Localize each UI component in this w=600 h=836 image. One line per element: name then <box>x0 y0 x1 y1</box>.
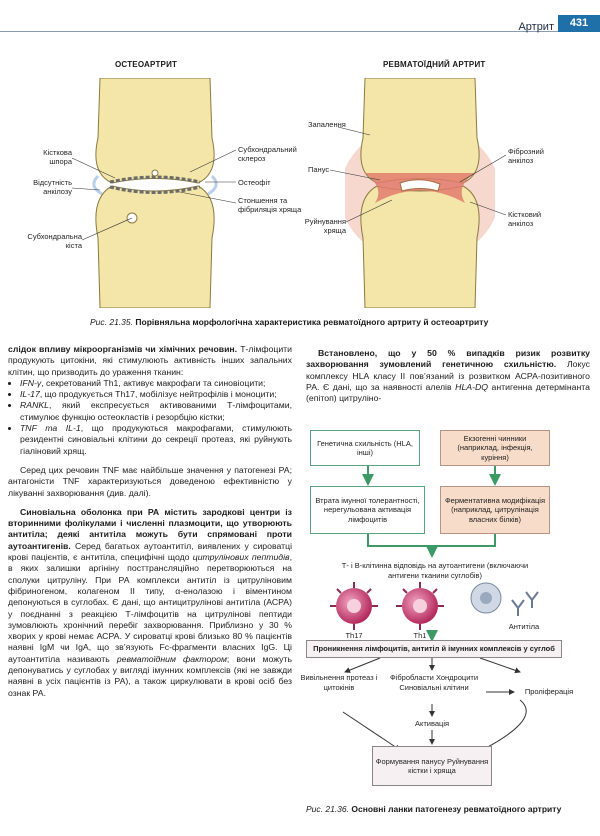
label-no-ankylosis: Відсутність анкілозу <box>33 178 72 196</box>
cytokine-term: IL-17 <box>20 389 40 400</box>
right-p1-body-2: антигенна детермінанта (епітоп) цитруліно- <box>306 381 591 404</box>
left-p3-term-2: ревматоїдним фактором <box>116 653 227 664</box>
figure-35-text: Порівняльна морфологічна характеристика ревматоїдного артриту й остеоартриту <box>135 317 489 327</box>
activation-text: Активація <box>414 719 450 728</box>
left-p2: Серед цих речовин TNF має найбільше значення у патогенезі РА; антагоністи TNF характеризуються доведеною ефективністю у лікуванні захворювання (див. далі). <box>8 464 292 498</box>
antibody-icon <box>512 592 538 616</box>
rheumatoid-title: РЕВМАТОЇДНИЙ АРТРИТ <box>383 60 486 69</box>
th17-cell-icon <box>330 582 378 630</box>
cytokine-text: , що продукується Th17, мобілізує нейтрофілів і моноцити; <box>39 389 277 400</box>
cytokine-term: TNF та IL-1 <box>20 423 81 434</box>
pannus-formation-box: Формування панусу Руйнування кістки і хряща <box>372 746 492 786</box>
cytokine-term: RANKL <box>20 400 49 411</box>
figure-36-text: Основні ланки патогенезу ревматоїдного артриту <box>351 804 562 814</box>
genetic-predisposition-box: Генетична схильність (HLA, інші) <box>310 430 420 466</box>
proliferation-text: Проліферація <box>524 687 574 696</box>
left-p3-body-1: Серед багатьох аутоантитіл, виявлених у сироватці крові пацієнтів, є антитіла, специфічні щодо <box>8 540 292 563</box>
figure-36-caption <box>306 804 596 814</box>
left-p1-lead: слідок впливу мікроорганізмів чи хімічних речовин. <box>8 344 238 354</box>
joint-infiltration-box: Проникнення лімфоцитів, антитіл й імунних комплексів у суглоб <box>306 640 562 658</box>
autoantigen-response-text: Т- і В-клітинна відповідь на аутоантигени (включаючи антигени тканини суглобів) <box>341 561 529 580</box>
label-inflammation: Запалення <box>308 120 346 129</box>
th1-label: Th1 <box>413 631 427 640</box>
label-destroyed-cartilage: Руйнування хряща <box>304 217 346 235</box>
b-cell-icon <box>471 583 501 613</box>
label-osteophyte: Остеофіт <box>238 178 271 187</box>
left-p3-lead: Синовіальна оболонка при РА містить зародкові центри із вторинними фолікулами і численні плазмоцити, що утворюють антитіла; деякі антитіла можуть бути спрямовані проти аутоантигенів. <box>8 506 292 551</box>
th17-label: Th17 <box>345 631 363 640</box>
immune-tolerance-loss-box: Втрата імунної толерантності, нерегульована активація лімфоцитів <box>310 486 425 534</box>
right-p1-term: HLA-DQ <box>455 381 488 392</box>
label-bone-spur: Кісткова шпора <box>43 148 72 166</box>
chapter-title: Артрит <box>518 21 554 33</box>
protease-release-text: Вивільнення протеаз і цитокінів <box>300 673 378 692</box>
label-subchondral-sclerosis: Субхондральний склероз <box>238 145 297 163</box>
cytokine-text: , що продукуються макрофагами, стимулюють резидентні синовіальні клітини до секреції протеаз, які руйнують гіаліновий хрящ. <box>20 423 292 456</box>
label-bony-ankylosis: Кістковий анкілоз <box>508 210 542 228</box>
page-number: 431 <box>558 15 600 32</box>
cytokine-text: , який експресується активованими Т-лімфоцитами, стимулює функцію остеокластів і резорбцію кістки; <box>20 400 292 422</box>
label-subchondral-cyst: Субхондральна кіста <box>27 232 82 250</box>
antibodies-label: Антитіла <box>508 622 540 631</box>
label-cartilage-thinning: Стоншення та фібриляція хряща <box>238 196 302 214</box>
exogenous-factors-box: Екзогенні чинники (наприклад, інфекція, куріння) <box>440 430 550 466</box>
cytokine-term: IFN-γ <box>20 377 42 388</box>
label-fibrous-ankylosis: Фіброзний анкілоз <box>508 147 544 165</box>
left-p3-body-3: ; вони можуть депонуватись у суглобах у вигляді імунних комплексів (які не завжди наявні в усіх пацієнтів із РА), а також циркулювати в крові осіб без ознак РА. <box>8 653 293 698</box>
th1-cell-icon <box>396 582 444 630</box>
joint-cells-text: Фібробласти Хондроцити Синовіальні клітини <box>389 673 479 692</box>
enzymatic-modification-box: Ферментативна модифікація (наприклад, цитрулінація власних білків) <box>440 486 550 534</box>
label-pannus: Панус <box>308 165 330 174</box>
right-p1-lead: Встановлено, що у 50 % випадків ризик розвитку захворювання зумовлений генетичною схильністю. <box>306 348 590 370</box>
figure-36-number: Рис. 21.36. <box>306 804 350 814</box>
left-p3-body-2: , в яких залишки аргініну посттрансляційно перетворюються на сполуки цитруліну. При РА комплекси антитіл із цитруліновим фібриногеном, колагеном II типу, α-енолазою і віментином депонуються в суглобах. Є дані, що антицитрулінові антитіла (АСРА) у поєднанні з реакцією Т-лімфоцитів на цитрулінові пептиди зумовлюють хронічний перебіг захворювання. Приблизно у 30 % хворих у крові немає АСРА. У сироватці крові близько 80 % пацієнтів наявні IgM чи IgA, що зв’язують Fc-фрагменти власних IgG. Ці аутоантитіла називають <box>8 552 292 664</box>
left-p3-term-1: цитрулінових пептидів <box>192 552 290 563</box>
cytokine-text: , секретований Th1, активує макрофаги та синовіоцити; <box>41 377 266 388</box>
figure-35-number: Рис. 21.35. <box>90 317 134 327</box>
osteoarthritis-title: ОСТЕОАРТРИТ <box>115 60 178 69</box>
left-p1-body: Т-лімфоцити продукують цитокіни, які стимулюють активність інших запальних клітин, що призводить до ураження тканин: <box>8 344 292 377</box>
right-p1-body-1: Локус комплексу HLA класу II пов’язаний із розвитком АСРА-позитивного РА. Є дані, що за наявності алелів <box>306 359 591 392</box>
